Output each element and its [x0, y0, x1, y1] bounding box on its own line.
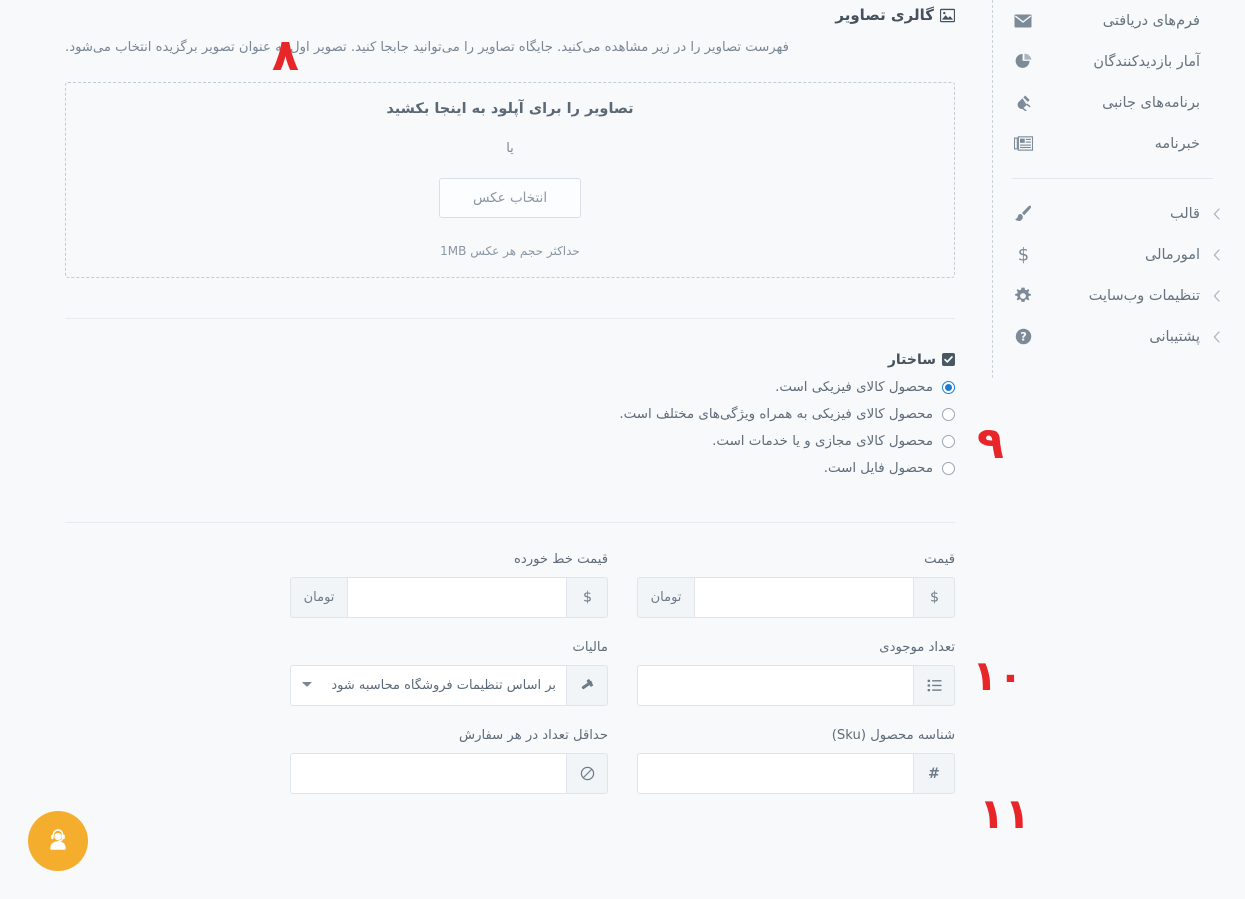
image-icon	[940, 8, 955, 23]
field-inventory	[637, 640, 955, 706]
sidebar-vertical-divider	[992, 0, 993, 378]
paint-brush-icon	[1006, 205, 1040, 222]
image-dropzone[interactable]	[65, 82, 955, 278]
sidebar-item-support[interactable]	[992, 316, 1233, 357]
annotation-marker-9: ۹	[977, 418, 1004, 469]
select-image-button[interactable]: انتخاب عکس	[439, 178, 581, 218]
structure-option-label: محصول فایل است.	[823, 460, 933, 476]
min-order-label: حداقل تعداد در هر سفارش	[459, 727, 608, 743]
field-sku	[637, 728, 955, 794]
structure-option-physical-variants[interactable]	[65, 401, 955, 428]
structure-option-label: محصول کالای مجازی و یا خدمات است.	[712, 433, 933, 449]
sidebar-item-visitor-stats[interactable]	[992, 41, 1233, 82]
sidebar-item-finance[interactable]	[992, 234, 1233, 275]
dollar-icon	[566, 577, 608, 618]
dropzone-main-text: تصاویر را برای آپلود به اینجا بکشید	[386, 101, 634, 118]
sidebar-nav	[992, 0, 1245, 357]
tax-label: مالیات	[572, 639, 608, 655]
tax-select[interactable]	[290, 665, 566, 706]
price-input[interactable]	[695, 577, 913, 618]
annotation-marker-8: ۸	[272, 30, 299, 81]
ban-icon	[566, 753, 608, 794]
support-agent-button[interactable]	[28, 811, 88, 871]
sku-input[interactable]	[637, 753, 913, 794]
svg-text:#: #	[928, 765, 940, 781]
structure-option-label: محصول کالای فیزیکی است.	[775, 379, 933, 395]
field-tax	[290, 640, 608, 706]
dollar-icon	[913, 577, 955, 618]
sidebar-divider	[1012, 178, 1213, 179]
page-title: گالری تصاویر	[835, 6, 934, 24]
structure-option-physical[interactable]	[65, 374, 955, 401]
structure-title: ساختار	[887, 351, 936, 368]
form-row-prices	[65, 552, 955, 618]
hash-icon	[913, 753, 955, 794]
sidebar-item-website-settings[interactable]	[992, 275, 1233, 316]
inventory-input[interactable]	[637, 665, 913, 706]
sidebar-item-label: آمار بازدیدکنندگان	[1093, 53, 1200, 70]
structure-option-label: محصول کالای فیزیکی به همراه ویژگی‌های مختلف است.	[619, 406, 933, 422]
min-order-input[interactable]	[290, 753, 566, 794]
gallery-header	[65, 0, 955, 24]
radio-physical-variants[interactable]	[942, 408, 955, 421]
structure-option-virtual[interactable]	[65, 428, 955, 455]
sidebar-item-label: تنظیمات وب‌سایت	[1088, 287, 1200, 304]
question-circle-icon	[1006, 328, 1040, 345]
inventory-label: تعداد موجودی	[879, 639, 955, 655]
annotation-marker-10: ۱۰	[972, 651, 1024, 700]
divider-gallery	[65, 318, 955, 319]
support-agent-icon	[43, 825, 73, 858]
sidebar-item-label: برنامه‌های جانبی	[1102, 94, 1200, 111]
structure-section	[65, 352, 955, 482]
pie-chart-icon	[1006, 53, 1040, 70]
dropzone-size-hint: حداکثر حجم هر عکس 1MB	[440, 244, 580, 259]
gallery-description: فهرست تصاویر را در زیر مشاهده می‌کنید. جایگاه تصاویر را می‌توانید جابجا کنید. تصویر اول به عنوان تصویر برگزیده انتخاب می‌شود.	[65, 40, 789, 55]
price-currency-suffix: تومان	[637, 577, 695, 618]
compare-price-currency-suffix: تومان	[290, 577, 348, 618]
form-row-sku-minorder	[65, 728, 955, 794]
field-price	[637, 552, 955, 618]
annotation-marker-11: ۱۱	[979, 789, 1031, 838]
product-form	[65, 552, 955, 794]
radio-physical[interactable]	[942, 381, 955, 394]
sidebar-item-label: امورمالی	[1145, 246, 1200, 263]
form-row-inventory-tax	[65, 640, 955, 706]
radio-virtual[interactable]	[942, 435, 955, 448]
sidebar-item-label: پشتیبانی	[1149, 328, 1200, 345]
svg-text:$: $	[582, 589, 592, 606]
field-min-order	[290, 728, 608, 794]
chevron-left-icon	[1209, 208, 1223, 220]
plug-icon	[1006, 94, 1040, 111]
radio-file[interactable]	[942, 462, 955, 475]
gear-icon	[1006, 287, 1040, 305]
newspaper-icon	[1006, 136, 1040, 151]
list-ol-icon	[913, 665, 955, 706]
price-label: قیمت	[924, 551, 955, 567]
structure-header	[65, 352, 955, 368]
structure-checkbox[interactable]	[942, 353, 955, 366]
chevron-left-icon	[1209, 249, 1223, 261]
sidebar	[992, 0, 1245, 899]
sidebar-item-forms[interactable]	[992, 0, 1233, 41]
sidebar-item-label: خبرنامه	[1154, 135, 1200, 152]
chevron-left-icon	[1209, 290, 1223, 302]
dropzone-or-text: یا	[506, 141, 514, 157]
svg-text:$: $	[929, 589, 939, 606]
svg-text:?: ?	[1019, 329, 1027, 344]
sku-label: شناسه محصول (Sku)	[831, 727, 955, 743]
sidebar-item-label: فرم‌های دریافتی	[1102, 12, 1200, 29]
divider-structure	[65, 522, 955, 523]
compare-price-input[interactable]	[348, 577, 566, 618]
dollar-icon	[1006, 245, 1040, 264]
sidebar-item-template[interactable]	[992, 193, 1233, 234]
svg-text:$: $	[1017, 245, 1029, 264]
envelope-icon	[1006, 14, 1040, 28]
sidebar-item-newsletter[interactable]	[992, 123, 1233, 164]
chevron-left-icon	[1209, 331, 1223, 343]
sidebar-item-label: قالب	[1169, 205, 1200, 222]
field-compare-price	[290, 552, 608, 618]
compare-price-label: قیمت خط خورده	[513, 551, 608, 567]
gavel-icon	[566, 665, 608, 706]
sidebar-item-plugins[interactable]	[992, 82, 1233, 123]
structure-option-file[interactable]	[65, 455, 955, 482]
